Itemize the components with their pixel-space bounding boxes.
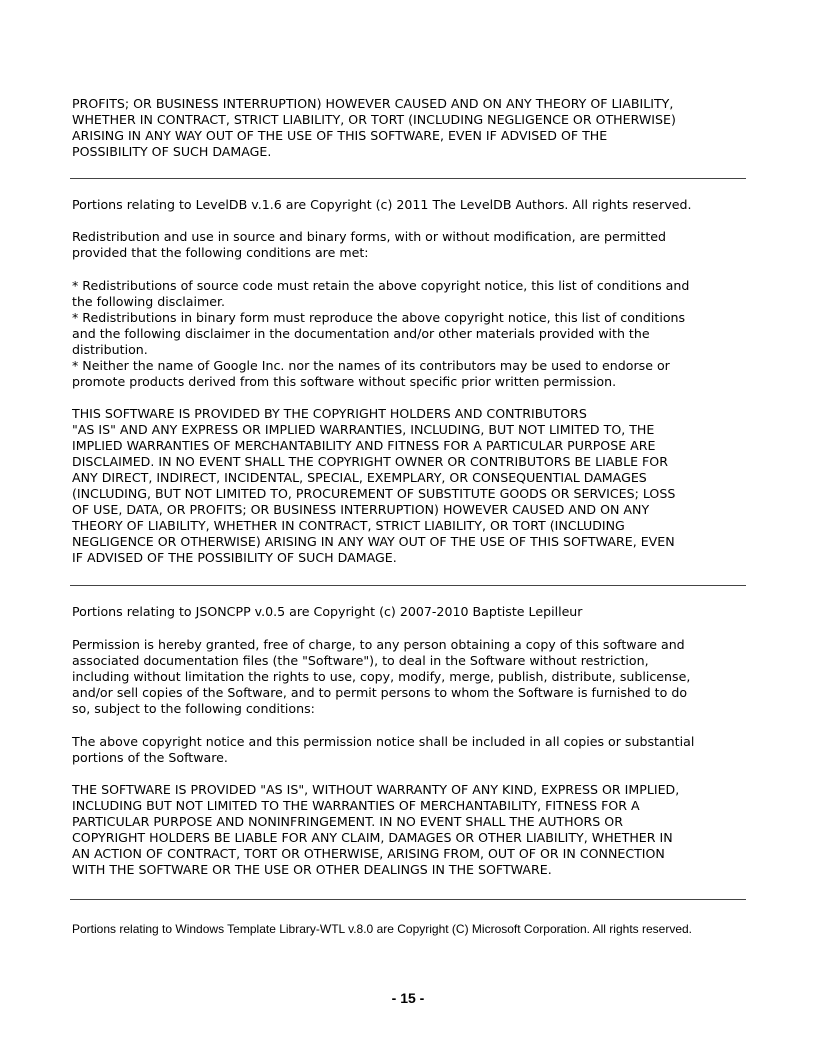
- leveldb-conditions-list: * Redistributions of source code must retain the above copyright notice, this list of conditions and the following disclaimer. * Redistributions in binary form must reproduce the above copyright notice, this list of conditions and the following disclaimer in the documentation and/or other materials provided with the distribution. * Neither the name of Google Inc. nor the names of its contributors may be used to endorse or promote products derived from this software without specific prior written permission.: [72, 278, 690, 389]
- leveldb-redistribution-text: Redistribution and use in source and binary forms, with or without modification, are permitted provided that the following conditions are met:: [72, 229, 667, 260]
- section-divider: [70, 899, 746, 900]
- leveldb-disclaimer-text: THIS SOFTWARE IS PROVIDED BY THE COPYRIGHT HOLDERS AND CONTRIBUTORS "AS IS" AND ANY EXPRESS OR IMPLIED WARRANTIES, INCLUDING, BUT NOT LIMITED TO, THE IMPLIED WARRANTIES OF MERCHANTABILITY AND FITNESS FOR A PARTICULAR PURPOSE ARE DISCLAIMED. IN NO EVENT SHALL THE COPYRIGHT OWNER OR CONTRIBUTORS BE LIABLE FOR ANY DIRECT, INDIRECT, INCIDENTAL, SPECIAL, EXEMPLARY, OR CONSEQUENTIAL DAMAGES (INCLUDING, BUT NOT LIMITED TO, PROCUREMENT OF SUBSTITUTE GOODS OR SERVICES; LOSS OF USE, DATA, OR PROFITS; OR BUSINESS INTERRUPTION) HOWEVER CAUSED AND ON ANY THEORY OF LIABILITY, WHETHER IN CONTRACT, STRICT LIABILITY, OR TORT (INCLUDING NEGLIGENCE OR OTHERWISE) ARISING IN ANY WAY OUT OF THE USE OF THIS SOFTWARE, EVEN IF ADVISED OF THE POSSIBILITY OF SUCH DAMAGE.: [72, 406, 676, 565]
- jsoncpp-notice-text: The above copyright notice and this permission notice shall be included in all copies or substantial portions of the Software.: [72, 734, 695, 765]
- section-divider: [70, 178, 746, 179]
- wtl-heading: Portions relating to Windows Template Library-WTL v.8.0 are Copyright (C) Microsoft Corporation. All rights reserved.: [72, 922, 693, 936]
- leveldb-heading: Portions relating to LevelDB v.1.6 are Copyright (c) 2011 The LevelDB Authors. All rights reserved.: [72, 197, 692, 212]
- page-number: - 15 -: [391, 990, 425, 1006]
- jsoncpp-disclaimer-text: THE SOFTWARE IS PROVIDED "AS IS", WITHOUT WARRANTY OF ANY KIND, EXPRESS OR IMPLIED, INCLUDING BUT NOT LIMITED TO THE WARRANTIES OF MERCHANTABILITY, FITNESS FOR A PARTICULAR PURPOSE AND NONINFRINGEMENT. IN NO EVENT SHALL THE AUTHORS OR COPYRIGHT HOLDERS BE LIABLE FOR ANY CLAIM, DAMAGES OR OTHER LIABILITY, WHETHER IN AN ACTION OF CONTRACT, TORT OR OTHERWISE, ARISING FROM, OUT OF OR IN CONNECTION WITH THE SOFTWARE OR THE USE OR OTHER DEALINGS IN THE SOFTWARE.: [72, 782, 680, 877]
- intro-disclaimer-text: PROFITS; OR BUSINESS INTERRUPTION) HOWEVER CAUSED AND ON ANY THEORY OF LIABILITY, WHETHER IN CONTRACT, STRICT LIABILITY, OR TORT (INCLUDING NEGLIGENCE OR OTHERWISE) ARISING IN ANY WAY OUT OF THE USE OF THIS SOFTWARE, EVEN IF ADVISED OF THE POSSIBILITY OF SUCH DAMAGE.: [72, 96, 676, 159]
- jsoncpp-heading: Portions relating to JSONCPP v.0.5 are Copyright (c) 2007-2010 Baptiste Lepilleur: [72, 604, 583, 619]
- jsoncpp-permission-text: Permission is hereby granted, free of charge, to any person obtaining a copy of this software and associated documentation files (the "Software"), to deal in the Software without restriction, including without limitation the rights to use, copy, modify, merge, publish, distribute, sublicense, and/or sell copies of the Software, and to permit persons to whom the Software is furnished to do so, subject to the following conditions:: [72, 637, 691, 716]
- section-divider: [70, 585, 746, 586]
